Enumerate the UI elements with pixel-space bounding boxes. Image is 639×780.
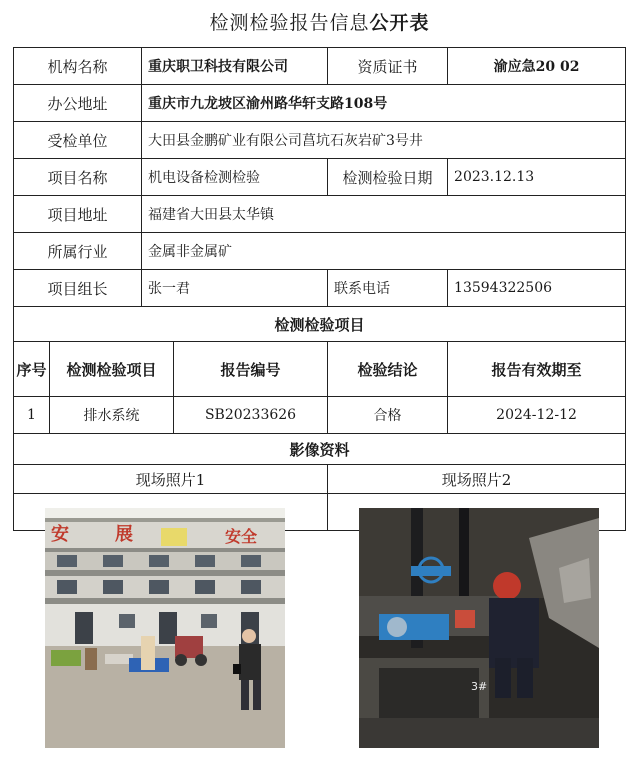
client-label: 受检单位 [14, 122, 142, 159]
photo2-label: 现场照片2 [328, 465, 626, 494]
org-value: 重庆职卫科技有限公司 [142, 48, 328, 85]
row-client [14, 122, 626, 159]
industry-label: 所属行业 [14, 233, 142, 270]
equipment-tag-text: 3# [471, 680, 488, 693]
page-title [0, 8, 639, 35]
project-label: 项目名称 [14, 159, 142, 196]
row-leader [14, 270, 626, 307]
photos-row [14, 494, 626, 531]
table-row [14, 397, 626, 434]
site-value: 福建省大田县太华镇 [142, 196, 626, 233]
photo1-label: 现场照片1 [14, 465, 328, 494]
info-table [13, 47, 626, 693]
date-value: 2023.12.13 [448, 159, 626, 196]
photos-section-title: 影像资料 [14, 434, 626, 465]
site-photo-2 [359, 508, 599, 748]
industry-value: 金属非金属矿 [142, 233, 626, 270]
date-label: 检测检验日期 [328, 159, 448, 196]
photo1-cell [14, 494, 328, 546]
row-item: 排水系统 [50, 397, 174, 434]
leader-label: 项目组长 [14, 270, 142, 307]
header-conclusion: 检验结论 [328, 342, 448, 397]
row-conclusion: 合格 [328, 397, 448, 434]
row-site [14, 196, 626, 233]
row-address [14, 85, 626, 122]
phone-value: 13594322506 [448, 270, 626, 307]
org-label: 机构名称 [14, 48, 142, 85]
cert-label: 资质证书 [328, 48, 448, 85]
banner-left-text: 安 [51, 524, 69, 545]
header-valid-until: 报告有效期至 [448, 342, 626, 397]
leader-value: 张一君 [142, 270, 328, 307]
site-photo-1 [45, 508, 285, 748]
address-label: 办公地址 [14, 85, 142, 122]
row-industry [14, 233, 626, 270]
header-item: 检测检验项目 [50, 342, 174, 397]
cert-value: 渝应急20 02 [448, 48, 626, 85]
items-section-title: 检测检验项目 [14, 307, 626, 342]
photo2-cell [328, 494, 626, 693]
items-header-row [14, 342, 626, 397]
banner-right-text: 安全 [225, 527, 258, 546]
photos-section-row [14, 434, 626, 465]
title-bold: 公开表 [369, 12, 430, 34]
row-org [14, 48, 626, 85]
title-normal: 检测检验报告信息 [209, 12, 370, 34]
row-project [14, 159, 626, 196]
row-valid-until: 2024-12-12 [448, 397, 626, 434]
address-value: 重庆市九龙坡区渝州路华轩支路108号 [142, 85, 626, 122]
project-value: 机电设备检测检验 [142, 159, 328, 196]
row-seq: 1 [14, 397, 50, 434]
header-seq: 序号 [14, 342, 50, 397]
client-value: 大田县金鹏矿业有限公司菖坑石灰岩矿3号井 [142, 122, 626, 159]
banner-mid-text: 展 [115, 524, 133, 545]
row-report-no: SB20233626 [174, 397, 328, 434]
site-label: 项目地址 [14, 196, 142, 233]
header-report-no: 报告编号 [174, 342, 328, 397]
photo-labels-row [14, 465, 626, 494]
phone-label: 联系电话 [328, 270, 448, 307]
items-section-row [14, 307, 626, 342]
